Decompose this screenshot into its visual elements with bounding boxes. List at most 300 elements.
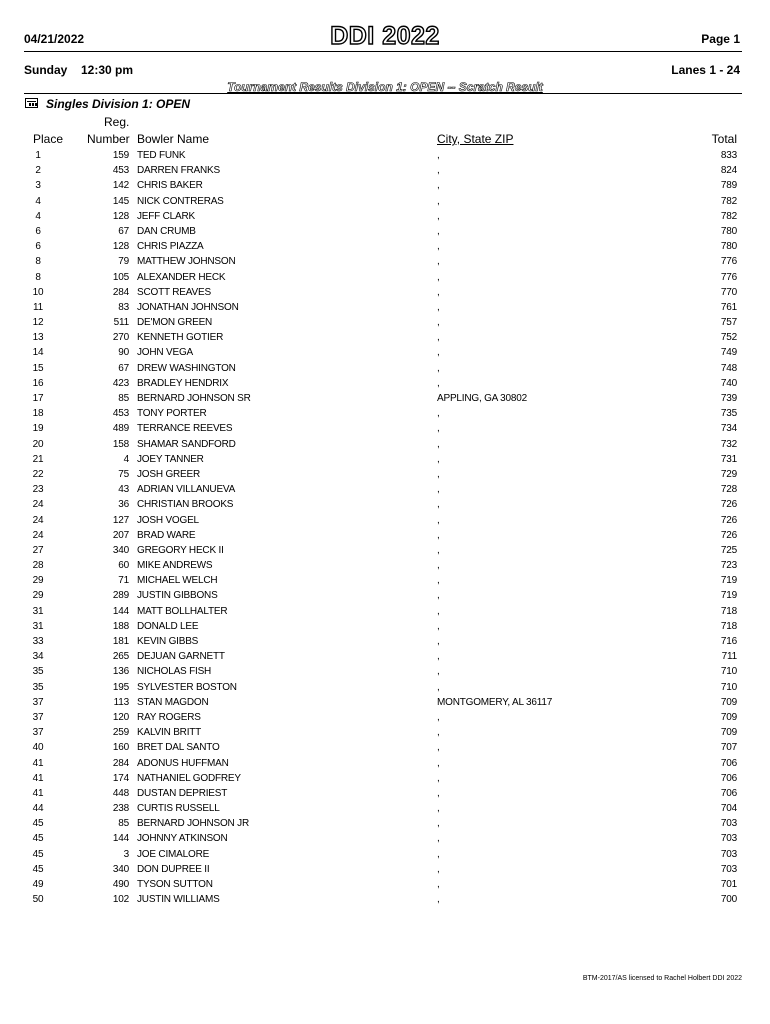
number-cell: 120 [112,711,129,723]
total-cell: 723 [720,560,737,572]
number-cell: 3 [123,848,129,860]
table-row [0,453,770,468]
report-time: 12:30 pm [81,63,134,77]
table-row [0,863,770,878]
column-header-reg: Reg. [104,115,130,129]
city-cell: , [437,727,440,739]
place-cell: 12 [32,317,44,329]
city-cell: , [437,894,440,906]
number-cell: 67 [118,225,129,237]
bowler-name-cell: KALVIN BRITT [137,727,202,739]
number-cell: 453 [112,408,129,420]
total-cell: 718 [720,605,737,617]
table-row [0,529,770,544]
header-divider [24,51,742,52]
bowler-name-cell: JOEY TANNER [137,453,204,465]
total-cell: 709 [720,696,737,708]
table-row [0,377,770,392]
number-cell: 145 [112,195,129,207]
table-row [0,225,770,240]
total-cell: 710 [720,666,737,678]
number-cell: 265 [112,651,129,663]
table-row [0,757,770,772]
number-cell: 60 [118,560,129,572]
table-row [0,878,770,893]
city-cell: , [437,210,440,222]
city-cell: , [437,150,440,161]
table-row [0,164,770,179]
number-cell: 136 [112,666,129,678]
total-cell: 709 [720,711,737,723]
table-row [0,362,770,377]
total-cell: 716 [720,636,737,647]
total-cell: 735 [720,408,737,420]
city-cell: , [437,241,440,253]
bowler-name-cell: JOHN VEGA [137,347,193,359]
number-cell: 207 [112,529,129,541]
column-header-number: Number [87,132,130,146]
table-row [0,149,770,164]
number-cell: 448 [112,787,129,799]
place-cell: 8 [35,256,41,268]
city-cell: , [437,377,440,389]
total-cell: 725 [720,544,737,556]
bowler-name-cell: CHRIS BAKER [137,180,203,192]
place-cell: 41 [32,787,44,799]
number-cell: 85 [118,818,129,830]
bowler-name-cell: DUSTAN DEPRIEST [137,787,228,799]
place-cell: 28 [32,560,44,572]
number-cell: 284 [112,286,129,298]
table-row [0,514,770,529]
city-cell: , [437,863,440,875]
city-cell: , [437,180,440,192]
city-cell: , [437,484,440,496]
table-row [0,635,770,650]
number-cell: 159 [112,150,129,161]
total-cell: 740 [720,377,737,389]
total-cell: 704 [720,803,737,815]
city-cell: APPLING, GA 30802 [437,393,527,404]
place-cell: 45 [32,818,44,830]
place-cell: 24 [32,529,44,541]
table-row [0,255,770,270]
city-cell: , [437,362,440,374]
table-row [0,422,770,437]
total-cell: 728 [720,484,737,496]
bowler-name-cell: BERNARD JOHNSON JR [137,818,249,830]
city-cell: , [437,499,440,511]
place-cell: 2 [35,165,41,177]
table-row [0,893,770,908]
table-row [0,346,770,361]
number-cell: 128 [112,241,129,253]
total-cell: 709 [720,727,737,739]
city-cell: , [437,818,440,830]
place-cell: 3 [35,180,41,192]
place-cell: 22 [32,468,44,480]
report-title: DDI 2022 [330,22,440,50]
place-cell: 37 [32,727,44,739]
bowler-name-cell: MICHAEL WELCH [137,575,218,587]
number-cell: 85 [118,393,129,404]
bowler-name-cell: TERRANCE REEVES [137,423,233,435]
table-row [0,605,770,620]
report-date: 04/21/2022 [24,32,85,46]
bowler-name-cell: MIKE ANDREWS [137,560,213,572]
report-subtitle: Tournament Results Division 1: OPEN -- Scratch Result [227,80,543,94]
total-cell: 711 [721,651,737,663]
bowler-name-cell: BRADLEY HENDRIX [137,377,229,389]
place-cell: 6 [35,225,41,237]
city-cell: , [437,256,440,268]
table-row [0,711,770,726]
bowler-name-cell: DEJUAN GARNETT [137,651,225,663]
total-cell: 719 [720,575,737,587]
number-cell: 195 [112,681,129,693]
city-cell: , [437,575,440,587]
bowler-name-cell: NICK CONTRERAS [137,195,224,207]
city-cell: , [437,195,440,207]
bowler-name-cell: BRET DAL SANTO [137,742,220,754]
place-cell: 21 [32,453,44,465]
number-cell: 4 [123,453,129,465]
place-cell: 40 [32,742,44,754]
bowler-name-cell: ADRIAN VILLANUEVA [137,484,236,496]
place-cell: 29 [32,590,44,602]
total-cell: 770 [720,286,737,298]
city-cell: , [437,742,440,754]
bowler-name-cell: DREW WASHINGTON [137,362,236,374]
total-cell: 703 [720,833,737,845]
total-cell: 752 [720,332,737,344]
total-cell: 726 [720,514,737,526]
table-row [0,498,770,513]
total-cell: 706 [720,757,737,769]
bowler-name-cell: RAY ROGERS [137,711,201,723]
place-cell: 17 [32,393,44,404]
bowler-name-cell: JEFF CLARK [137,210,196,222]
total-cell: 729 [720,468,737,480]
total-cell: 707 [720,742,737,754]
division-title: Singles Division 1: OPEN [46,97,191,111]
bowler-name-cell: BRAD WARE [137,529,196,541]
bowler-name-cell: KEVIN GIBBS [137,636,199,647]
place-cell: 37 [32,696,44,708]
city-cell: , [437,560,440,572]
place-cell: 14 [32,347,44,359]
bowler-name-cell: ADONUS HUFFMAN [137,757,229,769]
calendar-icon [25,98,38,108]
table-row [0,331,770,346]
total-cell: 761 [720,301,737,313]
table-row [0,574,770,589]
total-cell: 776 [720,271,737,283]
table-row [0,483,770,498]
number-cell: 105 [112,271,129,283]
total-cell: 703 [720,863,737,875]
city-cell: , [437,317,440,329]
total-cell: 706 [720,772,737,784]
city-cell: , [437,666,440,678]
table-row [0,316,770,331]
total-cell: 776 [720,256,737,268]
city-cell: , [437,347,440,359]
number-cell: 144 [112,833,129,845]
number-cell: 160 [112,742,129,754]
city-cell: , [437,620,440,632]
place-cell: 24 [32,514,44,526]
city-cell: , [437,301,440,313]
city-cell: , [437,423,440,435]
city-cell: , [437,514,440,526]
city-cell: , [437,529,440,541]
total-cell: 749 [720,347,737,359]
total-cell: 703 [720,848,737,860]
table-row [0,665,770,680]
number-cell: 511 [113,317,129,329]
city-cell: , [437,605,440,617]
city-cell: , [437,453,440,465]
table-row [0,848,770,863]
bowler-name-cell: NATHANIEL GODFREY [137,772,241,784]
city-cell: , [437,636,440,647]
place-cell: 18 [32,408,44,420]
bowler-name-cell: JOSH GREER [137,468,201,480]
place-cell: 11 [33,301,43,313]
place-cell: 31 [32,605,44,617]
table-row [0,787,770,802]
table-row [0,650,770,665]
place-cell: 19 [32,423,44,435]
number-cell: 238 [112,803,129,815]
place-cell: 10 [32,286,44,298]
bowler-name-cell: STAN MAGDON [137,696,209,708]
place-cell: 35 [32,666,44,678]
number-cell: 90 [118,347,129,359]
bowler-name-cell: ALEXANDER HECK [137,271,226,283]
number-cell: 128 [112,210,129,222]
city-cell: , [437,848,440,860]
table-row [0,681,770,696]
table-row [0,301,770,316]
city-cell: , [437,468,440,480]
number-cell: 340 [112,863,129,875]
number-cell: 75 [118,468,129,480]
number-cell: 158 [112,438,129,450]
place-cell: 6 [35,241,41,253]
table-row [0,772,770,787]
number-cell: 181 [112,636,129,647]
total-cell: 824 [720,165,737,177]
number-cell: 340 [112,544,129,556]
place-cell: 45 [32,863,44,875]
city-cell: , [437,681,440,693]
number-cell: 67 [118,362,129,374]
table-row [0,271,770,286]
bowler-name-cell: JOSH VOGEL [137,514,199,526]
number-cell: 284 [112,757,129,769]
bowler-name-cell: SHAMAR SANDFORD [137,438,236,450]
city-cell: , [437,803,440,815]
table-row [0,832,770,847]
place-cell: 23 [32,484,44,496]
bowler-name-cell: DONALD LEE [137,620,199,632]
bowler-name-cell: TED FUNK [137,150,186,161]
total-cell: 757 [720,317,737,329]
bowler-name-cell: MATT BOLLHALTER [137,605,228,617]
city-cell: , [437,757,440,769]
bowler-name-cell: KENNETH GOTIER [137,332,224,344]
place-cell: 45 [32,833,44,845]
total-cell: 703 [720,818,737,830]
table-row [0,741,770,756]
total-cell: 710 [720,681,737,693]
place-cell: 4 [35,210,41,222]
place-cell: 27 [32,544,44,556]
place-cell: 41 [32,757,44,769]
total-cell: 706 [720,787,737,799]
number-cell: 83 [118,301,129,313]
table-row [0,179,770,194]
total-cell: 726 [720,499,737,511]
number-cell: 43 [118,484,129,496]
total-cell: 782 [720,195,737,207]
place-cell: 33 [32,636,44,647]
number-cell: 188 [112,620,129,632]
number-cell: 127 [112,514,129,526]
place-cell: 35 [32,681,44,693]
table-row [0,544,770,559]
column-header-place: Place [33,132,64,146]
bowler-name-cell: JUSTIN GIBBONS [137,590,218,602]
total-cell: 734 [720,423,737,435]
number-cell: 36 [118,499,129,511]
place-cell: 44 [32,803,44,815]
bowler-name-cell: TONY PORTER [137,408,207,420]
table-row [0,407,770,422]
total-cell: 833 [720,150,737,161]
place-cell: 37 [32,711,44,723]
city-cell: , [437,271,440,283]
table-row [0,240,770,255]
table-row [0,802,770,817]
number-cell: 423 [112,377,129,389]
bowler-name-cell: JOHNNY ATKINSON [137,833,228,845]
bowler-name-cell: JONATHAN JOHNSON [137,301,239,313]
total-cell: 780 [720,225,737,237]
page-number: Page 1 [701,32,740,46]
bowler-name-cell: SYLVESTER BOSTON [137,681,237,693]
number-cell: 174 [112,772,129,784]
results-table [0,149,770,908]
city-cell: , [437,286,440,298]
column-header-total: Total [711,132,737,146]
place-cell: 15 [32,362,44,374]
bowler-name-cell: TYSON SUTTON [137,879,213,890]
place-cell: 45 [32,848,44,860]
bowler-name-cell: SCOTT REAVES [137,286,211,298]
bowler-name-cell: JOE CIMALORE [137,848,210,860]
city-cell: , [437,165,440,177]
number-cell: 113 [113,696,129,708]
number-cell: 71 [118,575,129,587]
place-cell: 13 [32,332,44,344]
total-cell: 739 [720,393,737,404]
city-cell: , [437,651,440,663]
bowler-name-cell: DON DUPREE II [137,863,210,875]
bowler-name-cell: MATTHEW JOHNSON [137,256,236,268]
table-row [0,195,770,210]
number-cell: 79 [118,256,129,268]
total-cell: 726 [720,529,737,541]
bowler-name-cell: DAN CRUMB [137,225,196,237]
city-cell: , [437,544,440,556]
table-row [0,817,770,832]
place-cell: 4 [35,195,41,207]
bowler-name-cell: CHRIS PIAZZA [137,241,204,253]
place-cell: 49 [32,879,44,890]
column-header-name: Bowler Name [137,132,210,146]
total-cell: 748 [720,362,737,374]
number-cell: 142 [112,180,129,192]
lanes-range: Lanes 1 - 24 [671,63,740,77]
table-row [0,559,770,574]
number-cell: 144 [112,605,129,617]
number-cell: 490 [112,879,129,890]
bowler-name-cell: NICHOLAS FISH [137,666,212,678]
table-row [0,468,770,483]
bowler-name-cell: CHRISTIAN BROOKS [137,499,234,511]
bowler-name-cell: BERNARD JOHNSON SR [137,393,251,404]
number-cell: 453 [112,165,129,177]
total-cell: 732 [720,438,737,450]
total-cell: 782 [720,210,737,222]
place-cell: 20 [32,438,44,450]
place-cell: 1 [35,150,41,161]
place-cell: 16 [32,377,44,389]
table-row [0,589,770,604]
total-cell: 701 [720,879,737,890]
total-cell: 780 [720,241,737,253]
subtitle-divider [24,93,742,94]
bowler-name-cell: CURTIS RUSSELL [137,803,220,815]
column-header-city: City, State ZIP [437,132,514,146]
bowler-name-cell: DARREN FRANKS [137,165,220,177]
place-cell: 29 [32,575,44,587]
place-cell: 50 [32,894,44,906]
table-row [0,392,770,407]
total-cell: 719 [720,590,737,602]
city-cell: , [437,711,440,723]
number-cell: 259 [112,727,129,739]
total-cell: 700 [720,894,737,906]
city-cell: , [437,408,440,420]
place-cell: 34 [32,651,44,663]
table-row [0,620,770,635]
bowler-name-cell: GREGORY HECK II [137,544,224,556]
total-cell: 731 [720,453,737,465]
place-cell: 8 [35,271,41,283]
bowler-name-cell: DE'MON GREEN [137,317,213,329]
place-cell: 41 [32,772,44,784]
city-cell: , [437,225,440,237]
table-row [0,726,770,741]
city-cell: , [437,833,440,845]
license-footer: BTM-2017/AS licensed to Rachel Holbert DDI 2022 [582,975,742,982]
table-row [0,696,770,711]
number-cell: 289 [112,590,129,602]
